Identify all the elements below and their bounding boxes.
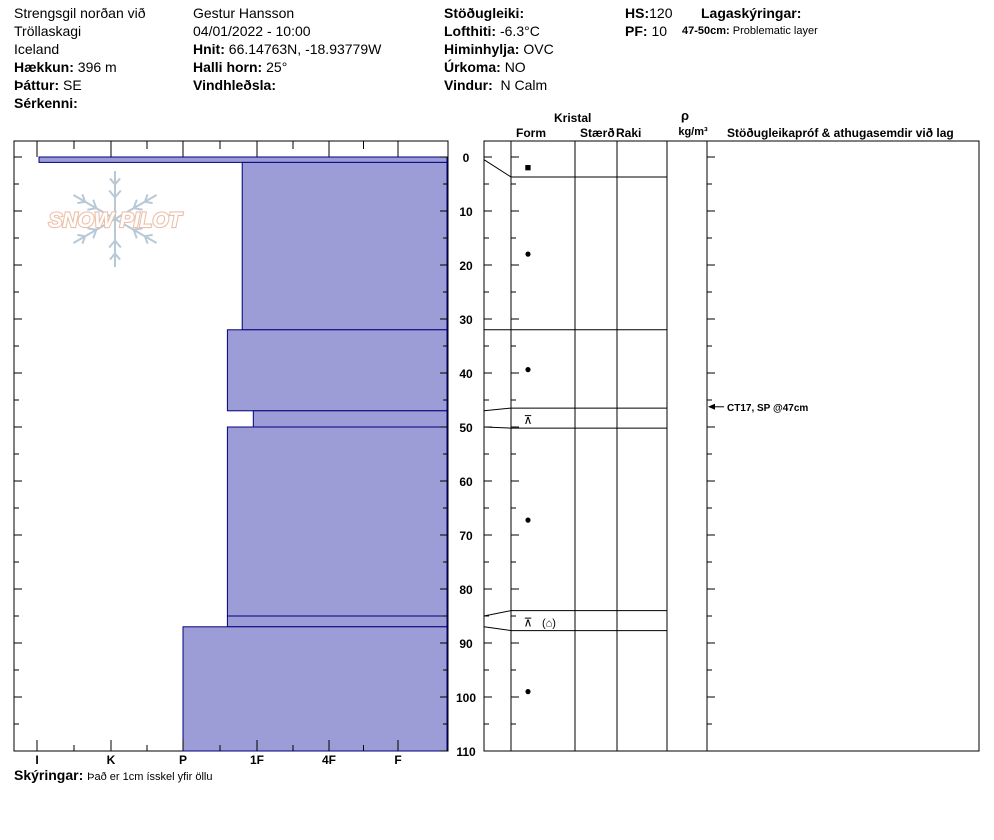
country: Iceland — [14, 41, 60, 57]
special-label: Sérkenni: — [14, 95, 78, 111]
flake-branch — [145, 202, 153, 203]
stability-label: Stöðugleiki: — [444, 5, 525, 21]
depth-label-100: 100 — [455, 691, 477, 705]
surface-hoar-icon: ⊼ — [523, 413, 533, 428]
observer: Gestur Hansson — [193, 5, 295, 21]
air-temp-value: -6.3°C — [499, 23, 540, 39]
hardness-layer-5 — [227, 616, 447, 627]
flake-branch — [145, 235, 153, 236]
depth-label-20: 20 — [459, 259, 473, 273]
aspect-label: Þáttur: — [14, 77, 60, 93]
test-arrow-head-0 — [708, 404, 715, 410]
elevation-label: Hækkun: — [14, 59, 74, 75]
depth-label-90: 90 — [459, 637, 473, 651]
hardness-layer-1 — [242, 162, 447, 329]
datetime: 04/01/2022 - 10:00 — [193, 23, 311, 39]
hardness-layer-4 — [227, 427, 447, 616]
hardness-layer-0 — [39, 157, 447, 162]
hardness-label-2: P — [178, 753, 188, 767]
sky-label: Himinhylja: — [444, 41, 520, 57]
precip-label: Úrkoma: — [444, 59, 501, 75]
pf-value: 10 — [651, 23, 668, 39]
slope-label: Halli horn: — [193, 59, 263, 75]
depth-label-40: 40 — [459, 367, 473, 381]
layer-note-text: Problematic layer — [732, 25, 818, 37]
hardness-layer-6 — [183, 627, 447, 751]
ice-layer-icon: ■ — [524, 162, 532, 174]
depth-label-10: 10 — [459, 205, 473, 219]
sky-value: OVC — [523, 41, 554, 57]
depth-label-70: 70 — [459, 529, 473, 543]
air-temp-label: Lofthiti: — [444, 23, 497, 39]
location-line1: Strengsgil norðan við — [14, 5, 146, 21]
density-symbol: ρ — [680, 108, 690, 123]
stratum-connector-5 — [484, 627, 511, 631]
test-results — [708, 403, 808, 414]
depth-label-110: 110 — [456, 745, 476, 759]
flake-branch — [77, 235, 85, 236]
wind-loading-label: Vindhleðsla: — [193, 77, 276, 93]
depth-label-0: 0 — [462, 151, 470, 165]
density-unit: kg/m³ — [678, 126, 708, 138]
remarks — [14, 767, 212, 784]
pf-label: PF: — [625, 23, 648, 39]
rounded-grain-icon: ● — [524, 246, 532, 261]
comments-header: Stöðugleikapróf & athugasemdir við lag — [727, 126, 954, 140]
moisture-header: Raki — [616, 126, 642, 140]
depth-label-80: 80 — [459, 583, 473, 597]
snowpilot-logo — [49, 171, 184, 267]
hardness-layer-2 — [227, 330, 447, 411]
surface-hoar-icon: ⊼ — [523, 615, 533, 630]
form-header: Form — [516, 126, 546, 140]
stratum-connector-3 — [484, 427, 511, 428]
flake-branch — [77, 202, 85, 203]
elevation-value: 396 m — [77, 59, 117, 75]
stratum-connector-4 — [484, 611, 511, 616]
layer-notes-label: Lagaskýringar: — [701, 5, 802, 21]
stratum-connector-2 — [484, 408, 511, 411]
hs-value: 120 — [649, 5, 673, 21]
remarks-label: Skýringar: — [14, 767, 84, 783]
depth-label-50: 50 — [459, 421, 473, 435]
precip-value: NO — [504, 59, 526, 75]
wind-label: Vindur: — [444, 77, 493, 93]
slope-value: 25° — [266, 59, 288, 75]
hardness-label-0: I — [35, 753, 39, 767]
test-result-text-0: CT17, SP @47cm — [727, 402, 809, 414]
logo-text: SNOW PILOT — [48, 209, 182, 232]
hardness-label-3: 1F — [249, 753, 265, 767]
location-line2: Tröllaskagi — [14, 23, 82, 39]
coords-value: 66.14763N, -18.93779W — [228, 41, 382, 57]
strata-table — [484, 141, 979, 751]
rounded-grain-icon: ● — [524, 512, 532, 527]
aspect-value: SE — [63, 77, 82, 93]
hardness-layer-3 — [253, 411, 447, 427]
rounded-grain-icon: ● — [524, 683, 532, 698]
depth-label-60: 60 — [459, 475, 473, 489]
rounded-grain-icon: ● — [524, 361, 532, 376]
wind-value: N Calm — [500, 77, 548, 93]
hardness-label-1: K — [106, 753, 116, 767]
hardness-label-4: 4F — [321, 753, 337, 767]
stratum-connector-0 — [484, 160, 511, 177]
depth-label-30: 30 — [459, 313, 473, 327]
hs-label: HS: — [625, 5, 650, 21]
size-header: Stærð — [580, 126, 615, 140]
layer-note-range: 47-50cm: — [682, 25, 730, 37]
hardness-layers — [39, 157, 447, 751]
remarks-text: Það er 1cm ísskel yfir öllu — [87, 771, 213, 783]
crystal-header: Kristal — [554, 111, 592, 125]
secondary-form-text: (⌂) — [542, 617, 556, 630]
hardness-label-5: F — [394, 753, 402, 767]
coords-label: Hnit: — [193, 41, 225, 57]
